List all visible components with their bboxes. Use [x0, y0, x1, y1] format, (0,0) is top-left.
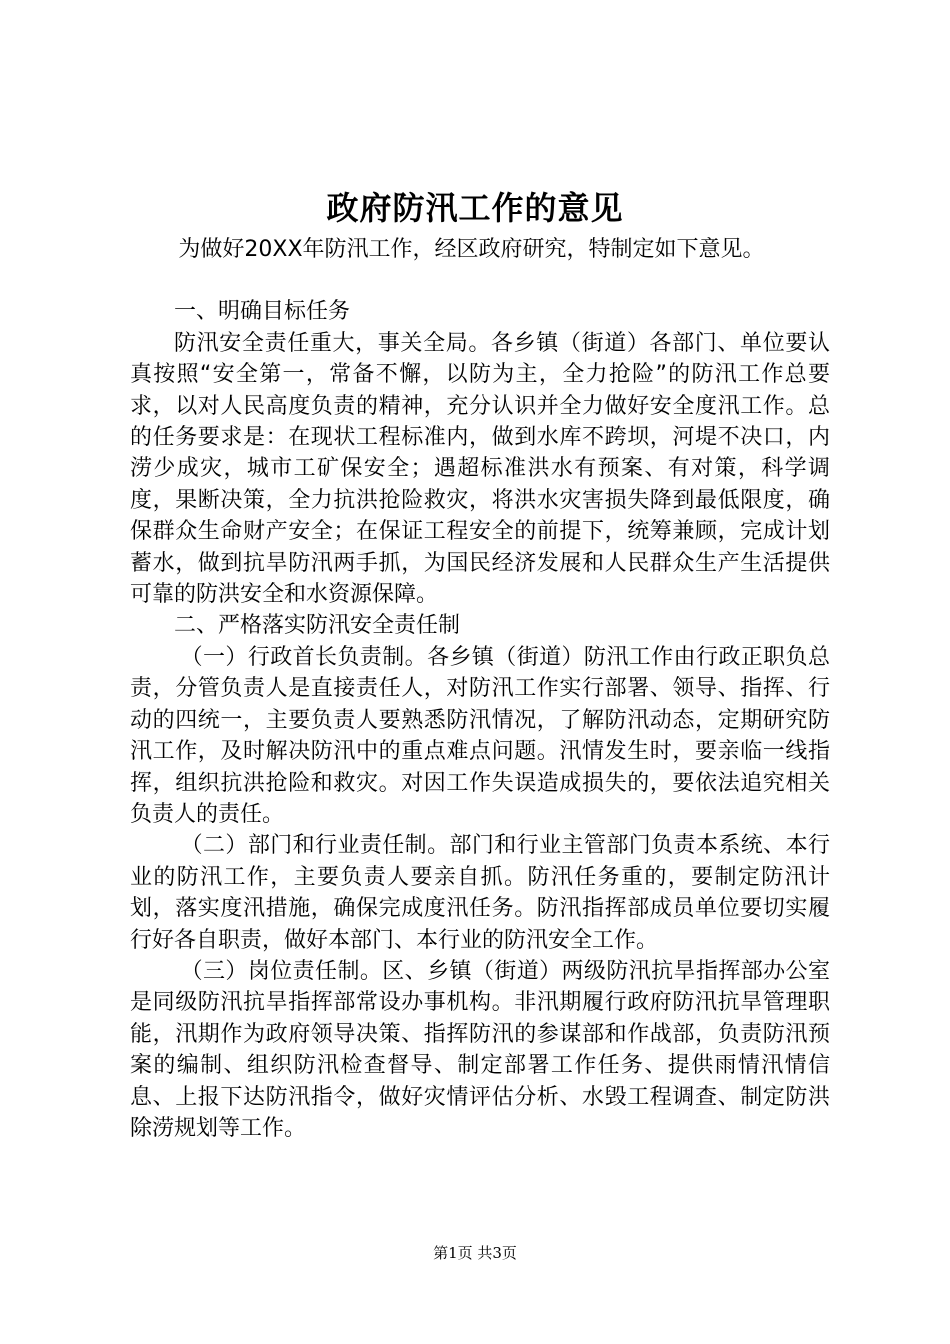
- body-paragraph: （二）部门和行业责任制。部门和行业主管部门负责本系统、本行业的防汛工作，主要负责人要亲自抓。防汛任务重的，要制定防汛计划，落实度汛措施，确保完成度汛任务。防汛指挥部成员单位要切实履行好各自职责，做好本部门、本行业的防汛安全工作。: [130, 833, 830, 953]
- section-heading-2: 二、严格落实防汛安全责任制: [174, 613, 461, 639]
- document-body: [130, 234, 830, 1144]
- document-title: 政府防汛工作的意见: [326, 189, 624, 227]
- body-paragraph: 防汛安全责任重大，事关全局。各乡镇（街道）各部门、单位要认真按照“安全第一，常备不懈，以防为主，全力抢险”的防汛工作总要求，以对人民高度负责的精神，充分认识并全力做好安全度汛工作。总的任务要求是：在现状工程标准内，做到水库不跨坝，河堤不决口，内涝少成灾，城市工矿保安全；遇超标准洪水有预案、有对策，科学调度，果断决策，全力抗洪抢险救灾，将洪水灾害损失降到最低限度，确保群众生命财产安全；在保证工程安全的前提下，统筹兼顾，完成计划蓄水，做到抗旱防汛两手抓，为国民经济发展和人民群众生产生活提供可靠的防洪安全和水资源保障。: [130, 330, 830, 608]
- intro-paragraph: 为做好20XX年防汛工作，经区政府研究，特制定如下意见。: [178, 237, 765, 262]
- section-heading-1: 一、明确目标任务: [174, 299, 351, 325]
- page-number-footer: 第1页 共3页: [433, 1244, 517, 1262]
- body-paragraph: （三）岗位责任制。区、乡镇（街道）两级防汛抗旱指挥部办公室是同级防汛抗旱指挥部常设办事机构。非汛期履行政府防汛抗旱管理职能，汛期作为政府领导决策、指挥防汛的参谋部和作战部，负责防汛预案的编制、组织防汛检查督导、制定部署工作任务、提供雨情汛情信息、上报下达防汛指令，做好灾情评估分析、水毁工程调查、制定防洪除涝规划等工作。: [130, 958, 830, 1141]
- body-paragraph: （一）行政首长负责制。各乡镇（街道）防汛工作由行政正职负总责，分管负责人是直接责任人，对防汛工作实行部署、领导、指挥、行动的四统一，主要负责人要熟悉防汛情况，了解防汛动态，定期研究防汛工作，及时解决防汛中的重点难点问题。汛情发生时，要亲临一线指挥，组织抗洪抢险和救灾。对因工作失误造成损失的，要依法追究相关负责人的责任。: [130, 644, 830, 827]
